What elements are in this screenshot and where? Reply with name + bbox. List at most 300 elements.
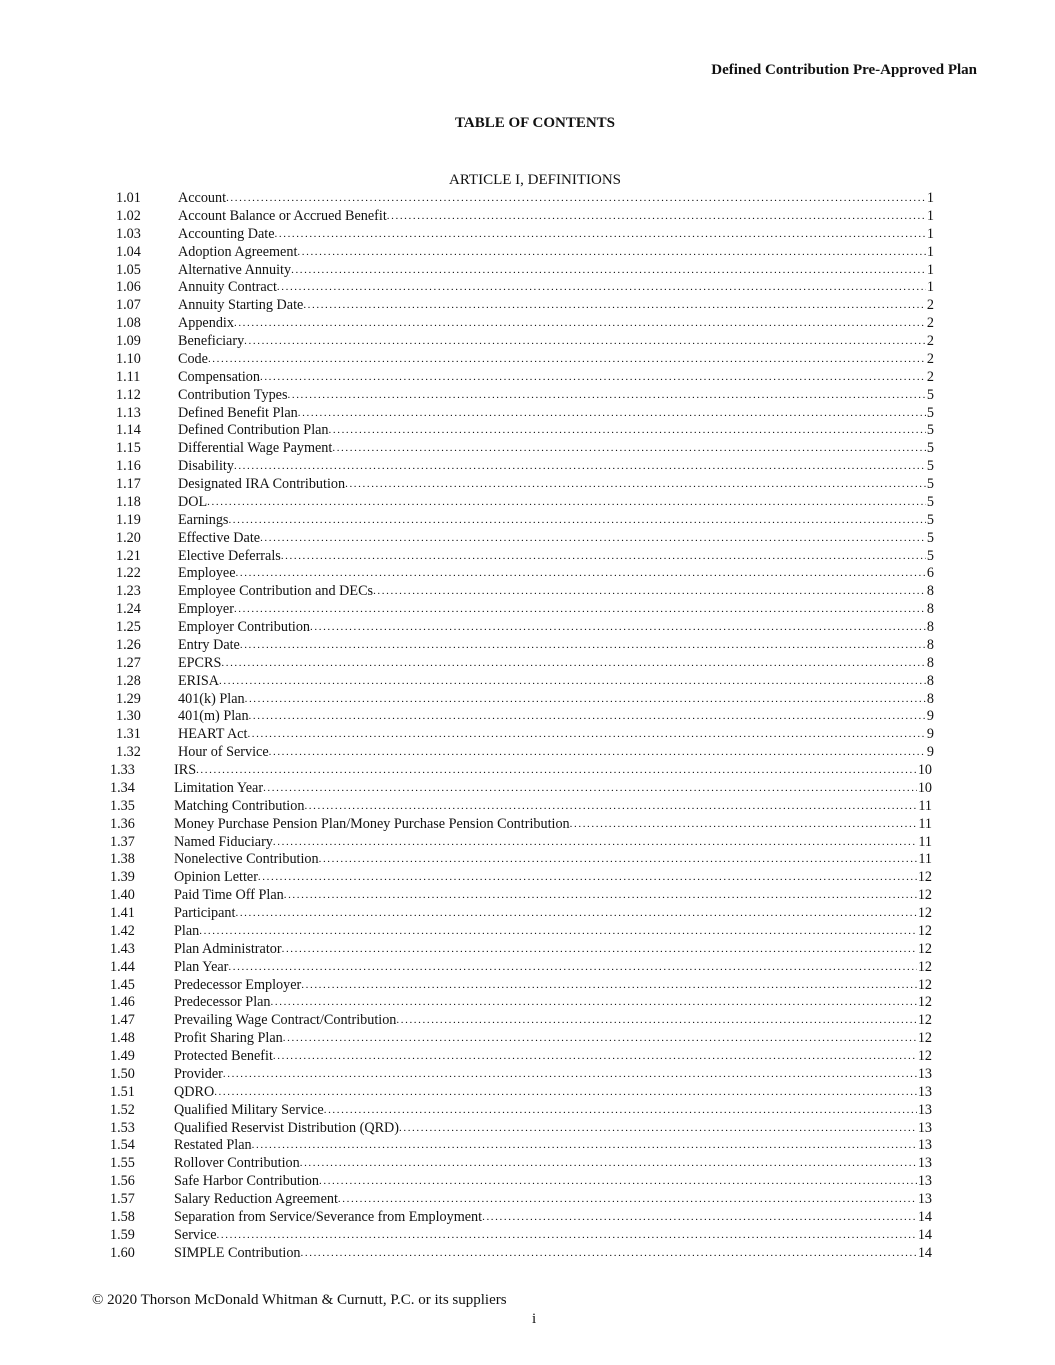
toc-entry[interactable] [104, 494, 934, 512]
toc-entry[interactable] [104, 1245, 934, 1263]
toc-entry[interactable] [104, 959, 934, 977]
toc-entry-number: 1.56 [110, 1173, 135, 1190]
toc-entry-label: Predecessor Plan [174, 994, 271, 1011]
toc-entry-line [174, 1173, 932, 1191]
toc-entry[interactable] [104, 297, 934, 315]
toc-entry-line [178, 637, 934, 655]
toc-entry-line [178, 530, 934, 548]
toc-dot-leader [298, 405, 926, 423]
toc-dot-leader [281, 548, 926, 566]
toc-entry-line [174, 816, 932, 834]
toc-entry[interactable] [104, 708, 934, 726]
toc-dot-leader [260, 530, 926, 548]
toc-dot-leader [301, 1245, 917, 1263]
toc-entry-number: 1.37 [110, 833, 135, 850]
toc-entry-page: 13 [917, 1101, 932, 1118]
toc-entry-line [178, 244, 934, 262]
toc-entry-label: Paid Time Off Plan [174, 887, 284, 904]
toc-entry[interactable] [104, 1030, 934, 1048]
toc-entry-page: 1 [926, 243, 934, 260]
toc-entry-number: 1.25 [116, 619, 141, 635]
toc-entry-page: 9 [926, 708, 934, 725]
toc-entry-label: Disability [178, 458, 234, 475]
toc-entry-number: 1.01 [116, 190, 141, 206]
toc-entry-line [174, 1245, 932, 1263]
toc-entry-line [174, 923, 932, 941]
toc-entry-line [178, 619, 934, 637]
toc-entry-label: Protected Benefit [174, 1048, 273, 1064]
toc-entry-page: 11 [918, 797, 932, 814]
toc-entry[interactable] [104, 834, 934, 852]
toc-entry-page: 5 [926, 386, 934, 403]
toc-entry-number: 1.49 [110, 1048, 135, 1064]
toc-entry-label: Code [178, 350, 208, 367]
toc-entry-page: 5 [926, 422, 934, 439]
toc-entry[interactable] [104, 1084, 934, 1102]
toc-entry-label: Plan Year [174, 958, 229, 975]
toc-entry-line [178, 548, 934, 566]
toc-entry-number: 1.03 [116, 225, 141, 242]
toc-dot-leader [271, 994, 917, 1012]
toc-entry-line [178, 315, 934, 333]
toc-entry-number: 1.57 [110, 1191, 135, 1207]
toc-entry-label: Differential Wage Payment [178, 440, 333, 457]
toc-entry-page: 5 [926, 476, 934, 492]
toc-entry-line [178, 333, 934, 351]
toc-entry-label: Qualified Military Service [174, 1101, 324, 1118]
toc-entry-label: Rollover Contribution [174, 1155, 300, 1172]
toc-dot-leader [300, 1155, 917, 1173]
toc-entry[interactable] [104, 476, 934, 494]
toc-entry-label: Matching Contribution [174, 797, 305, 814]
toc-entry[interactable] [104, 512, 934, 530]
toc-entry[interactable] [104, 405, 934, 423]
toc-entry[interactable] [104, 226, 934, 244]
toc-entry[interactable] [104, 887, 934, 905]
toc-dot-leader [277, 279, 926, 297]
toc-entry-number: 1.19 [116, 511, 141, 528]
toc-entry-label: Alternative Annuity [178, 261, 292, 278]
toc-entry[interactable] [104, 530, 934, 548]
toc-entry-number: 1.09 [116, 333, 141, 349]
toc-entry-page: 8 [926, 672, 934, 689]
toc-entry-label: Account [178, 190, 227, 206]
toc-entry-label: EPCRS [178, 654, 222, 671]
toc-entry[interactable] [104, 190, 934, 208]
toc-entry[interactable] [104, 369, 934, 387]
toc-entry-page: 5 [926, 404, 934, 421]
toc-entry-label: IRS [174, 762, 197, 778]
toc-entry-page: 14 [917, 1208, 932, 1225]
toc-dot-leader [329, 422, 926, 440]
toc-entry-page: 13 [917, 1173, 932, 1190]
toc-entry[interactable] [104, 851, 934, 869]
toc-entry-page: 6 [926, 565, 934, 582]
toc-entry-line [174, 1084, 932, 1102]
toc-entry-number: 1.53 [110, 1119, 135, 1136]
toc-entry-page: 12 [917, 869, 932, 886]
toc-entry-number: 1.14 [116, 422, 141, 439]
toc-entry[interactable] [104, 583, 934, 601]
toc-entry-line [178, 190, 934, 208]
toc-entry-page: 8 [926, 654, 934, 671]
toc-entry-page: 12 [917, 887, 932, 904]
toc-entry-page: 2 [926, 368, 934, 385]
toc-entry-label: Hour of Service [178, 744, 269, 761]
toc-entry[interactable] [104, 994, 934, 1012]
toc-entry-number: 1.54 [110, 1137, 135, 1154]
toc-entry-label: Predecessor Employer [174, 976, 302, 993]
toc-entry-line [174, 959, 932, 977]
toc-dot-leader [345, 476, 926, 494]
toc-entry-label: Earnings [178, 511, 229, 528]
toc-entry[interactable] [104, 1066, 934, 1084]
toc-entry-number: 1.23 [116, 583, 141, 600]
toc-dot-leader [263, 780, 917, 798]
toc-entry-label: Adoption Agreement [178, 243, 298, 260]
toc-entry-number: 1.06 [116, 279, 141, 296]
toc-entry-label: Plan Administrator [174, 940, 282, 957]
toc-entry-number: 1.43 [110, 940, 135, 957]
toc-entry-line [178, 279, 934, 297]
toc-entry[interactable] [104, 1048, 934, 1066]
toc-entry-page: 12 [917, 958, 932, 975]
toc-dot-leader [303, 297, 926, 315]
toc-entry-label: Separation from Service/Severance from Employment [174, 1208, 483, 1225]
toc-entry[interactable] [104, 387, 934, 405]
toc-entry-label: Salary Reduction Agreement [174, 1191, 338, 1207]
toc-entry[interactable] [104, 691, 934, 709]
toc-entry-number: 1.08 [116, 315, 141, 332]
toc-entry-number: 1.29 [116, 690, 141, 707]
toc-entry-label: Effective Date [178, 529, 261, 546]
toc-dot-leader [234, 601, 926, 619]
toc-entry-line [178, 440, 934, 458]
toc-dot-leader [247, 726, 925, 744]
toc-entry-number: 1.30 [116, 708, 141, 725]
toc-entry-page: 12 [917, 976, 932, 993]
toc-entry-number: 1.12 [116, 386, 141, 403]
toc-entry-line [178, 422, 934, 440]
toc-entry-number: 1.24 [116, 601, 141, 618]
toc-dot-leader [275, 226, 926, 244]
toc-entry-label: Compensation [178, 368, 260, 385]
toc-entry-page: 5 [926, 440, 934, 457]
toc-entry-label: Profit Sharing Plan [174, 1030, 283, 1047]
toc-entry-line [174, 1227, 932, 1245]
toc-entry-number: 1.52 [110, 1101, 135, 1118]
toc-entry[interactable] [104, 941, 934, 959]
toc-entry-line [178, 405, 934, 423]
toc-entry-label: Entry Date [178, 636, 240, 653]
toc-entry[interactable] [104, 565, 934, 583]
toc-entry-line [178, 691, 934, 709]
toc-entry-number: 1.16 [116, 458, 141, 475]
toc-entry[interactable] [104, 673, 934, 691]
toc-entry[interactable] [104, 619, 934, 637]
toc-entry[interactable] [104, 244, 934, 262]
toc-entry[interactable] [104, 1173, 934, 1191]
toc-entry[interactable] [104, 1012, 934, 1030]
toc-entry-page: 14 [917, 1244, 932, 1261]
toc-entry[interactable] [104, 1155, 934, 1173]
toc-dot-leader [319, 1173, 917, 1191]
toc-entry-number: 1.13 [116, 404, 141, 421]
toc-entry-line [174, 1209, 932, 1227]
toc-entry[interactable] [104, 279, 934, 297]
toc-entry-line [174, 762, 932, 780]
toc-entry-label: Named Fiduciary [174, 833, 273, 850]
toc-entry-line [174, 869, 932, 887]
toc-dot-leader [319, 851, 918, 869]
toc-entry-line [174, 798, 932, 816]
toc-entry[interactable] [104, 315, 934, 333]
toc-dot-leader [297, 244, 926, 262]
toc-entry-page: 8 [926, 619, 934, 635]
toc-entry[interactable] [104, 262, 934, 280]
toc-entry-line [178, 655, 934, 673]
toc-dot-leader [283, 1030, 917, 1048]
footer-copyright: © 2020 Thorson McDonald Whitman & Curnutt, P.C. or its suppliers [92, 1292, 507, 1308]
toc-entry[interactable] [104, 1191, 934, 1209]
toc-entry-number: 1.45 [110, 976, 135, 993]
toc-entry-line [174, 1191, 932, 1209]
toc-entry[interactable] [104, 601, 934, 619]
toc-entry-number: 1.02 [116, 207, 141, 224]
toc-dot-leader [244, 333, 926, 351]
toc-entry-line [178, 476, 934, 494]
toc-entry-label: Provider [174, 1065, 223, 1082]
toc-entry[interactable] [104, 1137, 934, 1155]
toc-entry-page: 5 [926, 458, 934, 475]
toc-entry-page: 1 [926, 190, 934, 206]
article-heading: ARTICLE I, DEFINITIONS [449, 172, 621, 188]
toc-entry-number: 1.40 [110, 887, 135, 904]
toc-entry[interactable] [104, 1102, 934, 1120]
toc-dot-leader [260, 369, 926, 387]
toc-dot-leader [228, 512, 925, 530]
toc-entry-line [178, 565, 934, 583]
toc-dot-leader [570, 816, 918, 834]
toc-entry-page: 11 [918, 851, 932, 868]
toc-entry-line [174, 1102, 932, 1120]
toc-entry-number: 1.31 [116, 726, 141, 743]
toc-entry[interactable] [104, 333, 934, 351]
toc-entry-line [174, 851, 932, 869]
toc-entry-number: 1.10 [116, 350, 141, 367]
toc-dot-leader [245, 691, 926, 709]
toc-entry-page: 8 [926, 583, 934, 600]
toc-entry[interactable] [104, 726, 934, 744]
toc-entry-number: 1.38 [110, 851, 135, 868]
toc-entry-number: 1.28 [116, 672, 141, 689]
toc-entry-page: 5 [926, 547, 934, 564]
toc-entry-number: 1.48 [110, 1030, 135, 1047]
toc-entry-page: 12 [917, 1030, 932, 1047]
toc-entry[interactable] [104, 977, 934, 995]
toc-entry-page: 1 [926, 207, 934, 224]
toc-entry-line [174, 1155, 932, 1173]
toc-entry[interactable] [104, 1209, 934, 1227]
document-header-title: Defined Contribution Pre-Approved Plan [711, 62, 977, 78]
toc-dot-leader [373, 583, 926, 601]
toc-dot-leader [399, 1120, 917, 1138]
toc-dot-leader [324, 1102, 917, 1120]
toc-entry-page: 1 [926, 225, 934, 242]
toc-entry[interactable] [104, 905, 934, 923]
toc-entry-number: 1.55 [110, 1155, 135, 1172]
toc-entry-line [178, 494, 934, 512]
toc-entry[interactable] [104, 548, 934, 566]
toc-entry-page: 1 [926, 261, 934, 278]
toc-entry-number: 1.34 [110, 779, 135, 796]
toc-entry[interactable] [104, 458, 934, 476]
toc-entry-label: Opinion Letter [174, 869, 258, 886]
toc-entry-label: Qualified Reservist Distribution (QRD) [174, 1119, 399, 1136]
toc-entry-page: 12 [917, 940, 932, 957]
toc-entry-number: 1.59 [110, 1226, 135, 1243]
toc-entry-label: Defined Benefit Plan [178, 404, 298, 421]
toc-entry[interactable] [104, 762, 934, 780]
toc-entry-label: Accounting Date [178, 225, 275, 242]
toc-entry-label: Beneficiary [178, 333, 245, 349]
toc-dot-leader [291, 262, 926, 280]
toc-entry-label: Contribution Types [178, 386, 288, 403]
toc-entry-page: 9 [926, 726, 934, 743]
toc-entry-line [174, 994, 932, 1012]
toc-entry-line [174, 941, 932, 959]
toc-entry-label: ERISA [178, 672, 219, 689]
toc-entry[interactable] [104, 655, 934, 673]
toc-entry-line [178, 512, 934, 530]
toc-entry-page: 2 [926, 297, 934, 314]
toc-entry-page: 12 [917, 905, 932, 921]
toc-entry-page: 2 [926, 333, 934, 349]
toc-dot-leader [396, 1012, 916, 1030]
toc-dot-leader [240, 637, 926, 655]
toc-entry-page: 10 [917, 779, 932, 796]
toc-entry-page: 13 [917, 1083, 932, 1100]
toc-list [104, 190, 934, 1263]
toc-entry-label: Employee [178, 565, 236, 582]
toc-dot-leader [199, 923, 917, 941]
toc-entry-line [178, 262, 934, 280]
toc-entry-page: 2 [926, 315, 934, 332]
toc-entry-label: Annuity Contract [178, 279, 277, 296]
toc-entry[interactable] [104, 816, 934, 834]
toc-dot-leader [273, 1048, 917, 1066]
toc-entry-page: 13 [917, 1191, 932, 1207]
toc-entry[interactable] [104, 637, 934, 655]
toc-entry-label: Employer [178, 601, 234, 618]
toc-entry-number: 1.21 [116, 547, 141, 564]
toc-dot-leader [214, 1084, 917, 1102]
toc-entry-page: 8 [926, 636, 934, 653]
toc-entry-line [178, 744, 934, 762]
toc-entry-number: 1.07 [116, 297, 141, 314]
toc-dot-leader [252, 1137, 917, 1155]
toc-entry[interactable] [104, 869, 934, 887]
toc-entry-label: Annuity Starting Date [178, 297, 304, 314]
toc-entry-line [174, 1048, 932, 1066]
toc-entry[interactable] [104, 422, 934, 440]
toc-entry-page: 9 [926, 744, 934, 761]
toc-entry-line [174, 905, 932, 923]
toc-entry-line [174, 1030, 932, 1048]
toc-entry-line [178, 601, 934, 619]
toc-entry-page: 12 [917, 994, 932, 1011]
toc-dot-leader [207, 494, 926, 512]
toc-entry-label: Elective Deferrals [178, 547, 281, 564]
toc-dot-leader [196, 762, 917, 780]
toc-entry-label: QDRO [174, 1083, 215, 1100]
toc-entry-number: 1.58 [110, 1208, 135, 1225]
toc-entry-page: 10 [917, 762, 932, 778]
toc-dot-leader [288, 387, 926, 405]
toc-entry-number: 1.51 [110, 1083, 135, 1100]
toc-entry-line [178, 458, 934, 476]
toc-entry-label: Restated Plan [174, 1137, 252, 1154]
toc-entry-number: 1.05 [116, 261, 141, 278]
toc-entry-number: 1.04 [116, 243, 141, 260]
toc-heading: TABLE OF CONTENTS [454, 115, 616, 131]
toc-entry-line [178, 708, 934, 726]
toc-entry-page: 5 [926, 493, 934, 510]
toc-entry-number: 1.22 [116, 565, 141, 582]
toc-entry-number: 1.44 [110, 958, 135, 975]
toc-entry[interactable] [104, 351, 934, 369]
toc-entry-number: 1.32 [116, 744, 141, 761]
toc-entry-number: 1.15 [116, 440, 141, 457]
toc-dot-leader [338, 1191, 917, 1209]
toc-entry[interactable] [104, 780, 934, 798]
toc-dot-leader [273, 834, 917, 852]
toc-entry-label: Employee Contribution and DECs [178, 583, 374, 600]
toc-entry-label: Safe Harbor Contribution [174, 1173, 319, 1190]
toc-entry[interactable] [104, 744, 934, 762]
toc-entry-line [178, 726, 934, 744]
toc-entry-number: 1.20 [116, 529, 141, 546]
toc-entry-number: 1.47 [110, 1012, 135, 1029]
toc-entry-page: 8 [926, 601, 934, 618]
toc-entry-page: 5 [926, 529, 934, 546]
toc-entry[interactable] [104, 1120, 934, 1138]
toc-entry-label: Nonelective Contribution [174, 851, 319, 868]
toc-entry-label: Designated IRA Contribution [178, 476, 346, 492]
toc-dot-leader [284, 887, 917, 905]
toc-entry-line [174, 1120, 932, 1138]
toc-entry-page: 14 [917, 1226, 932, 1243]
toc-dot-leader [482, 1209, 917, 1227]
page-number: i [532, 1311, 537, 1327]
toc-dot-leader [258, 869, 917, 887]
toc-dot-leader [301, 977, 917, 995]
toc-entry[interactable] [104, 208, 934, 226]
toc-entry[interactable] [104, 923, 934, 941]
toc-entry[interactable] [104, 798, 934, 816]
toc-entry[interactable] [104, 440, 934, 458]
toc-dot-leader [269, 744, 926, 762]
toc-entry-number: 1.17 [116, 476, 141, 492]
toc-entry-number: 1.42 [110, 922, 135, 939]
toc-entry-number: 1.26 [116, 636, 141, 653]
toc-entry-line [174, 780, 932, 798]
toc-entry-number: 1.41 [110, 905, 135, 921]
toc-entry-line [178, 297, 934, 315]
toc-entry-label: 401(m) Plan [178, 708, 249, 725]
toc-entry-number: 1.35 [110, 797, 135, 814]
toc-entry[interactable] [104, 1227, 934, 1245]
